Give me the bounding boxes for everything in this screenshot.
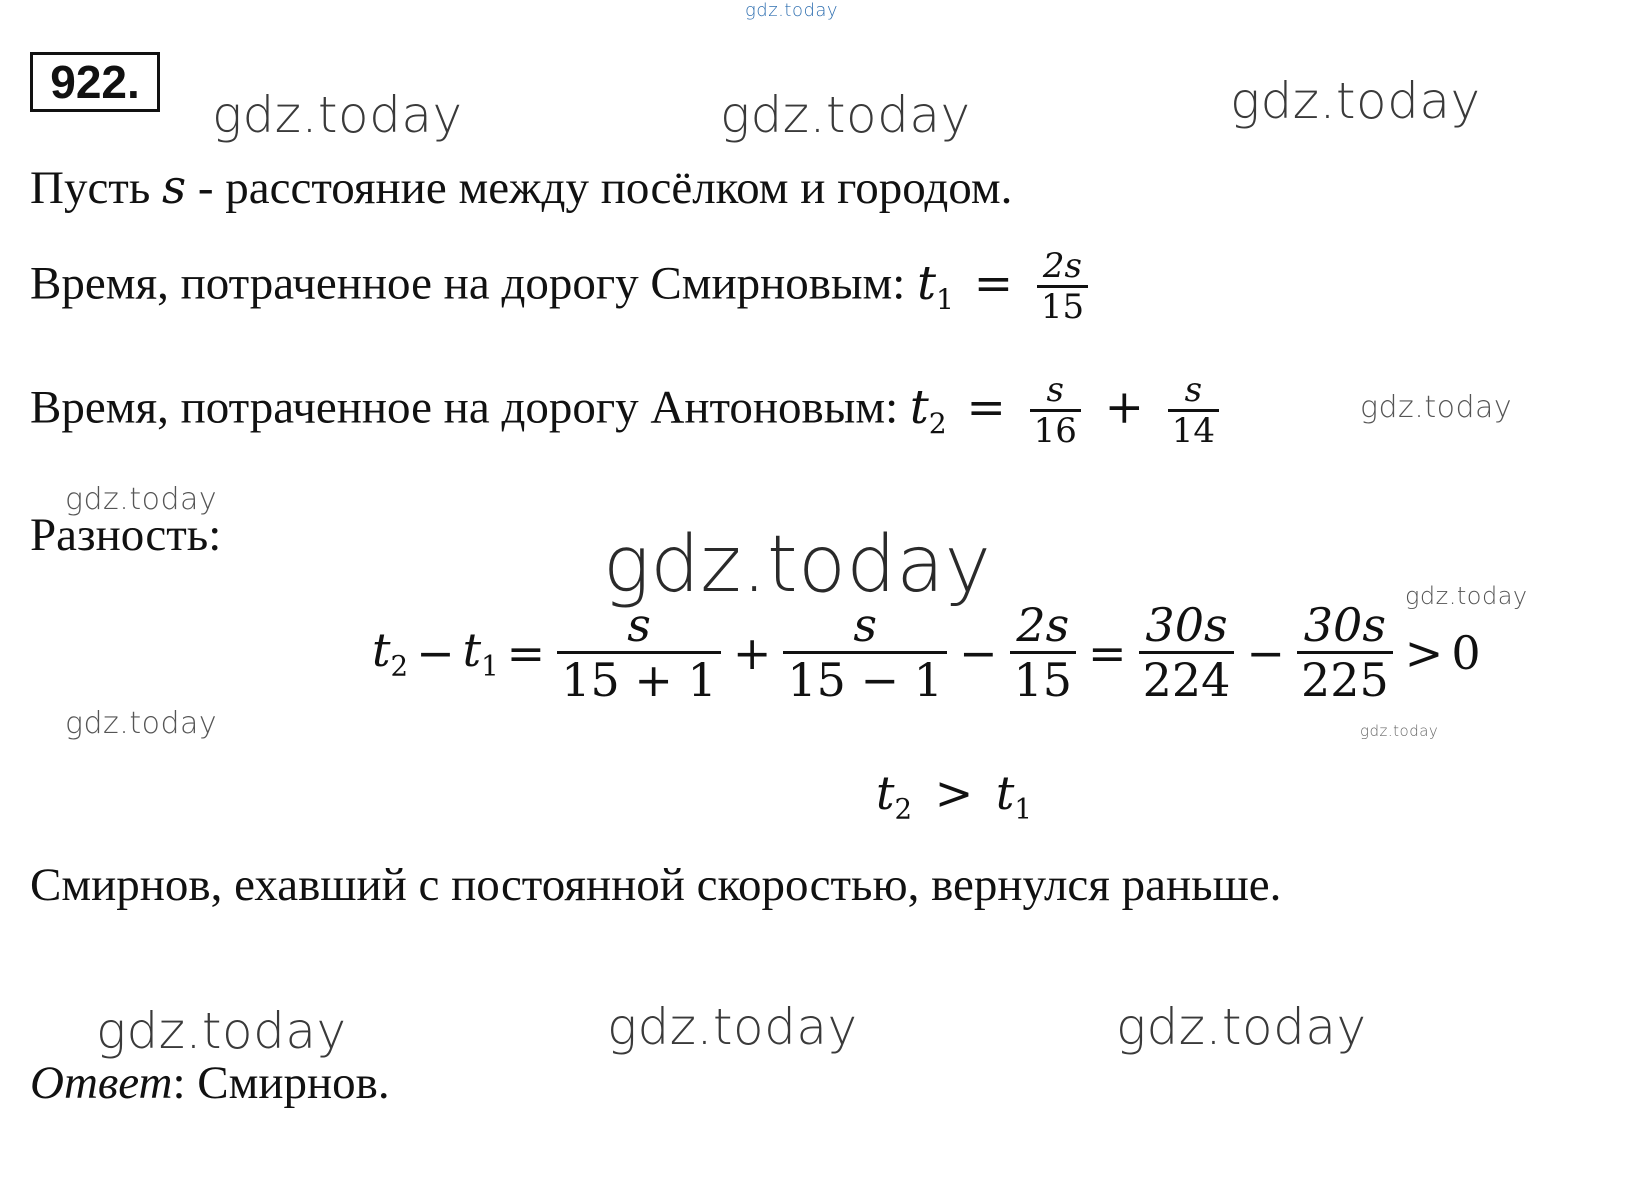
fraction-denominator: 15 − 1: [783, 651, 947, 707]
fraction-denominator: 15: [1010, 651, 1077, 707]
t2-symbol: $t_2$: [372, 623, 409, 684]
fraction-diff-4: [1139, 600, 1235, 706]
equals-sign: =: [506, 626, 546, 681]
difference-label: Разность:: [30, 509, 222, 561]
watermark: gdz.today: [65, 706, 218, 741]
fraction-numerator: s: [1046, 370, 1064, 410]
fraction-denominator: 16: [1030, 409, 1081, 451]
fraction-diff-3: [1010, 600, 1077, 706]
plus-sign: +: [1104, 379, 1144, 435]
watermark: gdz.today: [212, 86, 463, 144]
watermark: gdz.today: [1405, 582, 1528, 610]
answer-label: Ответ: [30, 1057, 173, 1109]
fraction-numerator: s: [1184, 370, 1203, 410]
watermark-large: gdz.today: [603, 520, 992, 610]
minus-sign: −: [1246, 626, 1285, 681]
watermark: gdz.today: [65, 482, 218, 517]
fraction-denominator: 225: [1297, 651, 1393, 707]
intro-text: Пусть: [30, 162, 163, 214]
greater-than-sign: >: [1404, 626, 1444, 681]
fraction-denominator: 224: [1139, 651, 1235, 707]
antonov-time-line: [30, 372, 1223, 451]
t2-symbol: $t_2$: [876, 766, 913, 826]
antonov-text: Время, потраченное на дорогу Антоновым:: [30, 381, 910, 434]
fraction-numerator: s: [627, 598, 651, 652]
fraction-denominator: 14: [1168, 409, 1219, 451]
fraction-t2-b: [1168, 372, 1219, 451]
answer-value: : Смирнов.: [172, 1057, 390, 1109]
fraction-denominator: 15 + 1: [557, 651, 721, 707]
difference-equation: [372, 600, 1481, 706]
fraction-diff-2: [783, 600, 947, 706]
intro-line: [30, 160, 1012, 215]
watermark: gdz.today: [1116, 998, 1367, 1056]
t2-symbol: $t_2$: [909, 379, 947, 440]
comparison-line: [876, 766, 1032, 826]
greater-than-sign: >: [934, 766, 974, 820]
fraction-diff-5: [1297, 600, 1393, 706]
smirnov-text: Время, потраченное на дорогу Смирновым:: [30, 257, 918, 310]
fraction-diff-1: [557, 600, 721, 706]
equals-sign: =: [973, 255, 1014, 311]
task-number: 922.: [30, 52, 160, 112]
fraction-numerator: 30s: [1303, 598, 1386, 652]
watermark: gdz.today: [1230, 72, 1481, 130]
fraction-numerator: 30s: [1145, 598, 1228, 652]
t1-symbol: $t_1$: [462, 623, 499, 684]
fraction-t1: [1037, 248, 1088, 327]
fraction-numerator: 2s: [1016, 598, 1070, 652]
watermark: gdz.today: [1360, 722, 1439, 740]
intro-text-rest: - расстояние между посёлком и городом.: [186, 162, 1013, 214]
zero: 0: [1451, 626, 1481, 681]
watermark-top: gdz.today: [745, 0, 839, 21]
smirnov-time-line: [30, 248, 1092, 327]
watermark: gdz.today: [607, 998, 858, 1056]
watermark: gdz.today: [1360, 390, 1513, 425]
fraction-numerator: 2s: [1042, 246, 1082, 286]
equals-sign: =: [966, 379, 1006, 435]
equals-sign: =: [1088, 626, 1127, 681]
watermark: gdz.today: [720, 86, 971, 144]
watermark: gdz.today: [96, 1002, 347, 1060]
fraction-denominator: 15: [1037, 285, 1088, 327]
minus-sign: −: [958, 626, 998, 681]
fraction-t2-a: [1030, 372, 1081, 451]
fraction-numerator: s: [853, 598, 877, 652]
t1-symbol: $t_1$: [917, 255, 954, 316]
conclusion-line: Смирнов, ехавший с постоянной скоростью, вернулся раньше.: [30, 859, 1282, 911]
answer-line: [30, 1056, 390, 1110]
t1-symbol: $t_1$: [995, 766, 1032, 826]
plus-sign: +: [732, 626, 772, 681]
intro-variable: s: [162, 160, 187, 215]
minus-sign: −: [416, 626, 455, 681]
